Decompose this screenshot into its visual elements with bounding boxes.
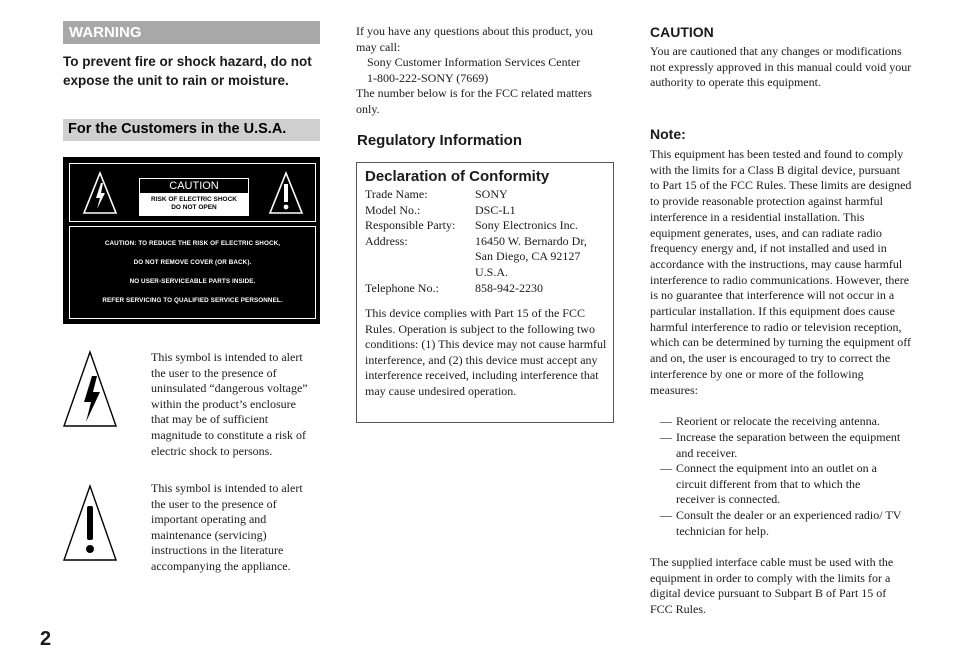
measure-dash: — <box>660 414 672 428</box>
label-sub-line-2: DO NOT OPEN <box>171 204 217 211</box>
contact-block <box>356 24 614 118</box>
label-caution-title: CAUTION <box>139 178 249 194</box>
caution-text: You are cautioned that any changes or modifications not expressly approved in this manual could void your authority to operate this equipment. <box>650 44 912 90</box>
declaration-title: Declaration of Conformity <box>365 168 550 185</box>
note-heading: Note: <box>650 126 686 142</box>
page-number: 2 <box>40 628 52 650</box>
measure-dash: — <box>660 461 672 475</box>
address-value-3: U.S.A. <box>475 265 509 279</box>
declaration-box <box>356 162 614 423</box>
trade-name-value: SONY <box>475 187 508 201</box>
party-value: Sony Electronics Inc. <box>475 218 578 232</box>
label-line-1: CAUTION: TO REDUCE THE RISK OF ELECTRIC SHOCK, <box>104 240 281 247</box>
address-value-2: San Diego, CA 92127 <box>475 249 581 263</box>
caution-label-image <box>63 157 320 324</box>
warning-text: To prevent fire or shock hazard, do not expose the unit to rain or moisture. <box>63 54 312 88</box>
list-item <box>660 508 910 540</box>
telephone-label: Telephone No.: <box>365 281 439 295</box>
note-text: This equipment has been tested and found to comply with the limits for a Class B digital device, pursuant to Part 15 of the FCC Rules. These limits are designed to provide reasonable protection against harmful interference in a residential installation. This equipment generates, uses, and can radiate radio frequency energy and, if not installed and used in accordance with the instructions, may cause harmful interference to radio communications. However, there is no guarantee that interference will not occur in a particular installation. If this equipment does cause harmful interference to radio or television reception, which can be determined by turning the equipment off and on, the user is encouraged to try to correct the interference by one or more of the following measures: <box>650 147 912 397</box>
telephone-value: 858-942-2230 <box>475 281 543 295</box>
symbol2-text: This symbol is intended to alert the user to the presence of important operating and maintenance (servicing) instructions in the literature accompanying the appliance. <box>151 481 303 573</box>
symbol1-text: This symbol is intended to alert the user to the presence of uninsulated “dangerous voltage” within the product’s enclosure that may be of sufficient magnitude to constitute a risk of electric shock to persons. <box>151 350 308 458</box>
model-value: DSC-L1 <box>475 203 516 217</box>
measure-text: Reorient or relocate the receiving antenna. <box>676 414 880 428</box>
cable-text: The supplied interface cable must be used with the equipment in order to comply with the limits for a digital device pursuant to Subpart B of Part 15 of FCC Rules. <box>650 555 894 617</box>
address-label: Address: <box>365 234 408 248</box>
lightning-triangle-icon <box>62 350 118 428</box>
warning-heading: WARNING <box>69 24 142 41</box>
label-caution-sub <box>139 194 249 216</box>
contact-intro: If you have any questions about this product, you may call: <box>356 24 593 54</box>
measure-dash: — <box>660 508 672 522</box>
customers-heading-bar <box>63 119 320 141</box>
list-item <box>660 414 910 430</box>
label-line-2: DO NOT REMOVE COVER (OR BACK). <box>133 259 252 266</box>
model-label: Model No.: <box>365 203 421 217</box>
contact-center: Sony Customer Information Services Center <box>367 55 581 70</box>
trade-name-label: Trade Name: <box>365 187 428 201</box>
compliance-text: This device complies with Part 15 of the FCC Rules. Operation is subject to the following two conditions: (1) This device may not cause harmful interference, and (2) this device must accept any interference received, including interference that may cause undesired operation. <box>365 306 607 398</box>
caution-label-top-panel <box>69 163 316 222</box>
exclamation-triangle-icon <box>62 484 118 562</box>
fcc-number-note: The number below is for the FCC related matters only. <box>356 86 592 116</box>
warning-heading-bar <box>63 21 320 44</box>
list-item <box>660 430 910 462</box>
party-label: Responsible Party: <box>365 218 456 232</box>
address-value-1: 16450 W. Bernardo Dr, <box>475 234 587 248</box>
exclamation-triangle-icon <box>268 171 304 215</box>
contact-phone: 1-800-222-SONY (7669) <box>367 70 489 85</box>
label-line-3: NO USER-SERVICEABLE PARTS INSIDE. <box>129 278 256 285</box>
measure-text: Consult the dealer or an experienced radio/ TV technician for help. <box>676 508 902 538</box>
measure-text: Connect the equipment into an outlet on a circuit different from that to which the receiver is connected. <box>676 461 877 507</box>
caution-heading: CAUTION <box>650 24 714 40</box>
regulatory-title: Regulatory Information <box>357 132 523 149</box>
measure-text: Increase the separation between the equipment and receiver. <box>676 430 901 460</box>
label-sub-line-1: RISK OF ELECTRIC SHOCK <box>151 196 237 203</box>
label-line-4: REFER SERVICING TO QUALIFIED SERVICE PERSONNEL. <box>102 297 283 304</box>
lightning-triangle-icon <box>82 171 118 215</box>
customers-heading: For the Customers in the U.S.A. <box>68 121 287 137</box>
list-item <box>660 461 910 509</box>
measure-dash: — <box>660 430 672 444</box>
caution-label-bottom-panel <box>69 226 316 319</box>
